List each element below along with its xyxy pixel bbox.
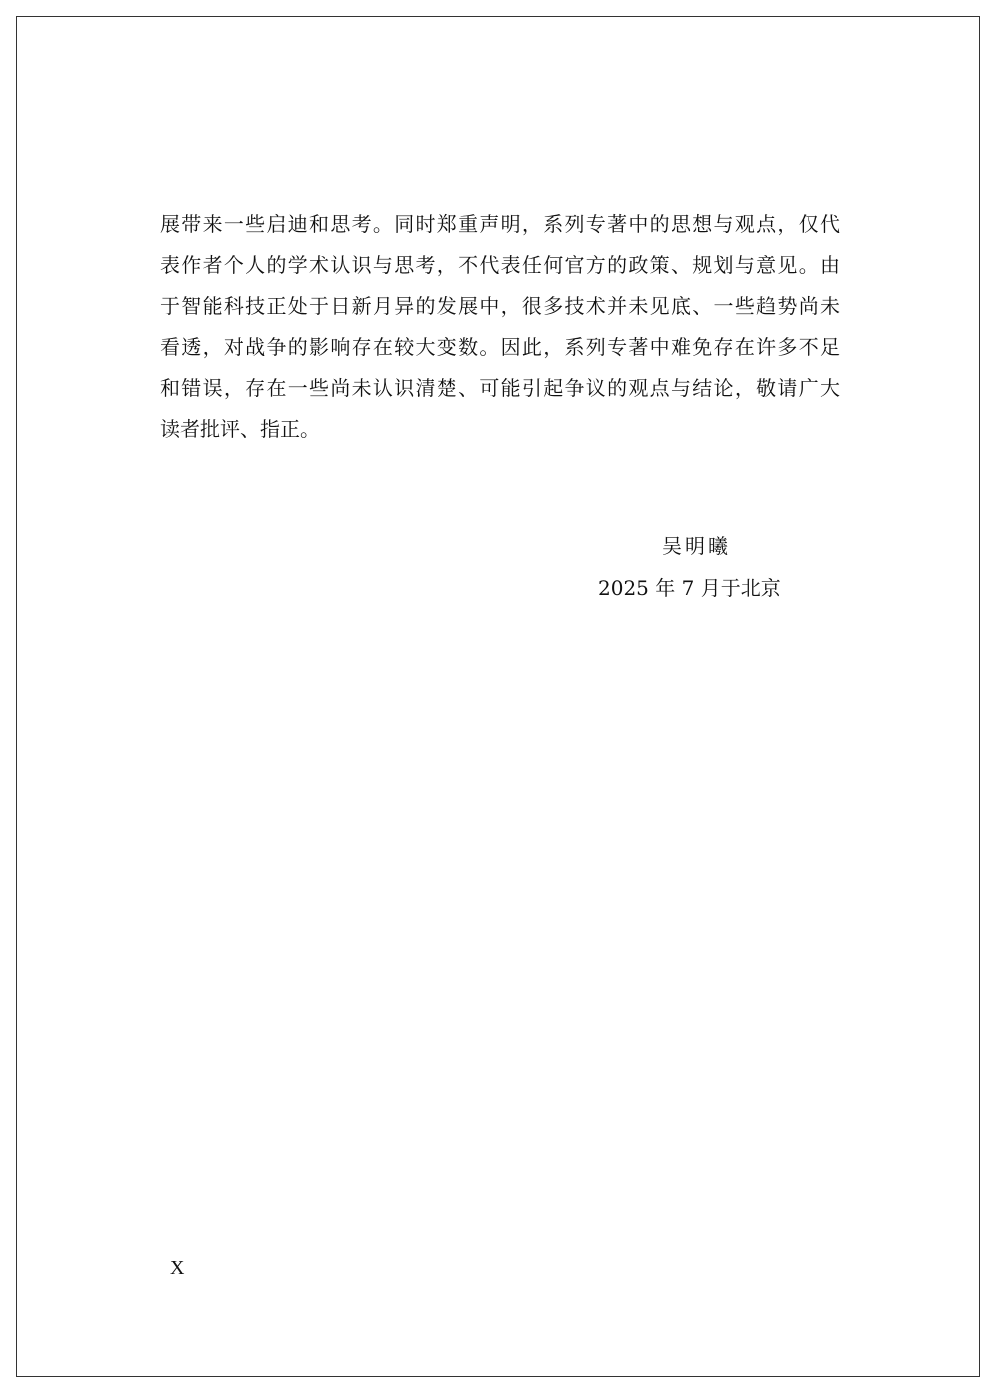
- preface-line: 读者批评、指正。: [160, 417, 320, 441]
- preface-line: 于智能科技正处于日新月异的发展中，很多技术并未见底、一些趋势尚未: [160, 294, 840, 318]
- preface-line: 展带来一些启迪和思考。同时郑重声明，系列专著中的思想与观点，仅代: [160, 212, 840, 236]
- preface-line: 表作者个人的学术认识与思考，不代表任何官方的政策、规划与意见。由: [160, 253, 840, 277]
- page-number: X: [170, 1257, 185, 1279]
- signature-author: 吴明曦: [662, 534, 731, 558]
- preface-line: 和错误，存在一些尚未认识清楚、可能引起争议的观点与结论，敬请广大: [160, 376, 840, 400]
- signature-date: 2025 年 7 月于北京: [598, 576, 781, 600]
- preface-body: [160, 204, 840, 450]
- preface-line: 看透，对战争的影响存在较大变数。因此，系列专著中难免存在许多不足: [160, 335, 840, 359]
